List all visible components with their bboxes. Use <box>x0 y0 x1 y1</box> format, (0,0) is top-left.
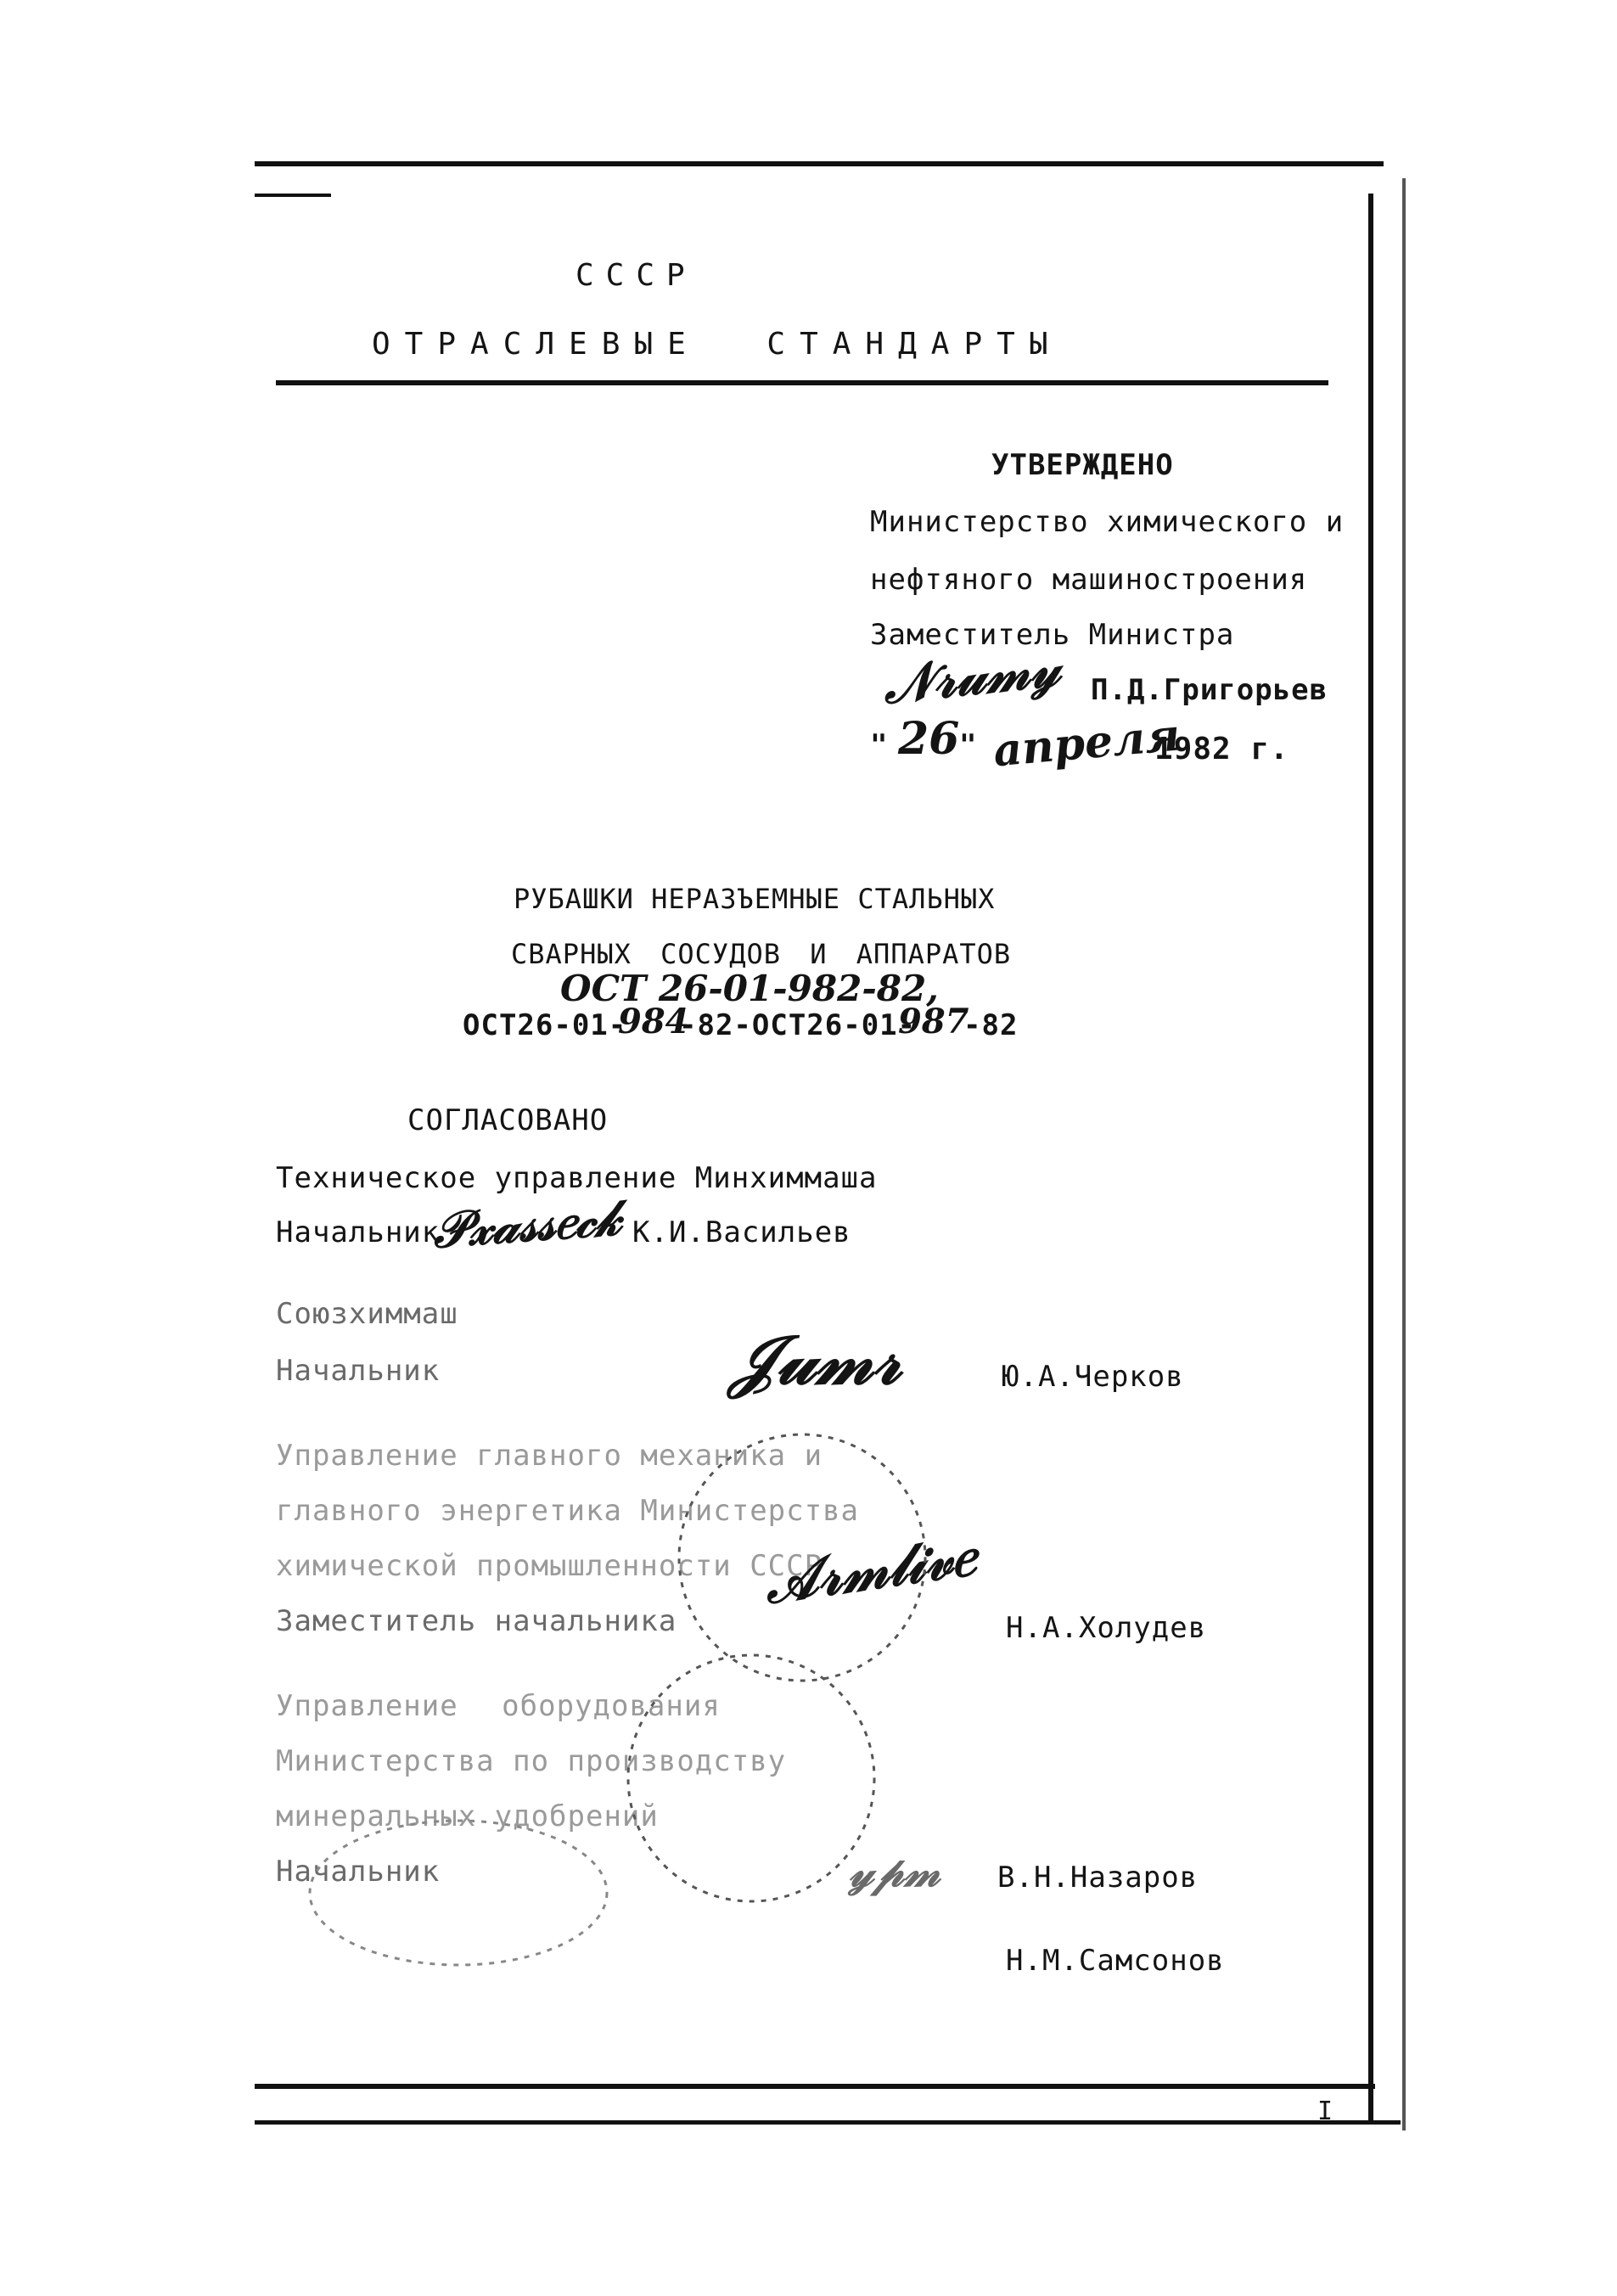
series-heading: ОТРАСЛЕВЫЕ СТАНДАРТЫ <box>372 327 1063 362</box>
date-quote-close: " <box>959 728 978 762</box>
org1-name: Техническое управление Минхиммаша <box>276 1161 878 1195</box>
org2-signature: 𝒥𝓊𝓂𝓇 <box>730 1320 901 1400</box>
document-title-line-2: СВАРНЫХ СОСУДОВ И АППАРАТОВ <box>511 938 1012 970</box>
org1-role: Начальник <box>276 1215 441 1249</box>
date-month: апреля <box>991 709 1182 777</box>
org4-role: Начальник <box>276 1855 441 1889</box>
org2-signatory: Ю.А.Черков <box>1002 1360 1184 1394</box>
org4-signature: 𝓎𝓅𝓂 <box>849 1846 940 1896</box>
standards-range-suffix: -82 <box>963 1008 1019 1042</box>
approval-name: П.Д.Григорьев <box>1091 673 1328 707</box>
approval-heading: УТВЕРЖДЕНО <box>991 448 1174 482</box>
ministry-line-1: Министерство химического и <box>870 505 1345 539</box>
approval-signature: 𝒩𝓇𝓊𝓂𝓎 <box>879 636 1064 716</box>
approval-year: 1982 г. <box>1154 732 1289 766</box>
official-stamp-upper <box>679 1434 925 1681</box>
org3-line-2: главного энергетика Министерства <box>276 1494 860 1528</box>
org4-line-3: минеральных удобрений <box>276 1799 659 1833</box>
org4-line-1: Управление оборудования <box>276 1689 721 1723</box>
org1-signatory: К.И.Васильев <box>632 1215 851 1249</box>
org4-signatory: В.Н.Назаров <box>997 1861 1199 1895</box>
org3-role: Заместитель начальника <box>276 1604 677 1638</box>
corner-mark: I <box>1317 2097 1333 2126</box>
org3-signatory: Н.А.Холудев <box>1006 1611 1207 1645</box>
org4-line-2: Министерства по производству <box>276 1744 787 1778</box>
standards-range-hand-2: 987 <box>898 1002 969 1041</box>
org3-line-1: Управление главного механика и <box>276 1439 823 1473</box>
org3-signature: 𝒜𝓇𝓂𝓁𝒾𝓋𝑒 <box>760 1522 979 1617</box>
ministry-line-2: нефтяного машиностроения <box>870 563 1308 597</box>
standards-range-mid: -82-ОСТ26-01- <box>679 1008 917 1042</box>
official-stamp-left <box>310 1821 607 1965</box>
org3-line-3: химической промышленности СССР <box>276 1549 823 1583</box>
standards-range-hand-1: 984 <box>618 1002 689 1041</box>
org2-name: Союзхиммаш <box>276 1297 458 1331</box>
org1-signature: 𝒫𝓍𝒶𝓈𝓈𝑒𝒸𝓀 <box>430 1188 623 1260</box>
org5-signatory: Н.М.Самсонов <box>1006 1944 1225 1978</box>
date-quote-open: " <box>870 728 889 762</box>
handwritten-standard-number: ОСТ 26-01-982-82, <box>560 968 939 1009</box>
standards-range-prefix: ОСТ26-01- <box>463 1008 627 1042</box>
org2-role: Начальник <box>276 1354 441 1388</box>
deputy-minister-position: Заместитель Министра <box>870 618 1235 652</box>
official-stamp-lower <box>628 1655 874 1901</box>
agreed-heading: СОГЛАСОВАНО <box>407 1103 609 1137</box>
date-day: 26 <box>898 713 960 765</box>
document-title-line-1: РУБАШКИ НЕРАЗЪЕМНЫЕ СТАЛЬНЫХ <box>514 883 996 915</box>
country-heading: СССР <box>575 258 697 293</box>
